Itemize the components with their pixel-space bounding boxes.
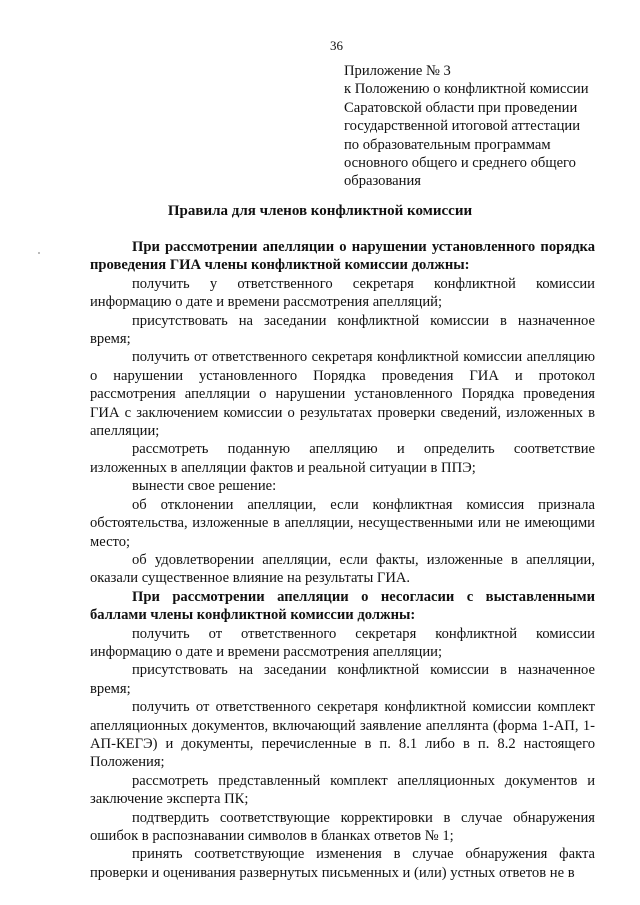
appendix-line: образования [344, 173, 421, 190]
appendix-line: Саратовской области при проведении [344, 99, 578, 116]
scan-speck [38, 252, 40, 254]
paragraph: вынести свое решение: [132, 478, 277, 495]
paragraph: получить от ответственного секретаря конфликтной комиссии информацию о дате и времени рассмотрения апелляции; [90, 625, 595, 660]
paragraph: рассмотреть поданную апелляцию и определить соответствие изложенных в апелляции фактов и реальной ситуации в ППЭ; [90, 441, 595, 476]
paragraph: присутствовать на заседании конфликтной комиссии в назначенное время; [90, 662, 595, 697]
section-heading: При рассмотрении апелляции о несогласии с выставленными баллами члены конфликтной комиссии должны: [90, 588, 595, 624]
document-title: Правила для членов конфликтной комиссии [167, 203, 473, 219]
appendix-line: по образовательным программам [344, 136, 551, 153]
paragraph: принять соответствующие изменения в случае обнаружения факта проверки и оценивания развернутых письменных и (или) устных ответов не в [90, 846, 595, 881]
page-number: 36 [330, 38, 343, 53]
paragraph: рассмотреть представленный комплект апелляционных документов и заключение эксперта ПК; [90, 772, 595, 808]
paragraph: получить от ответственного секретаря конфликтной комиссии апелляцию о нарушении установленного Порядка проведения ГИА и протокол рассмотрения апелляции о нарушении установленного Порядка проведения ГИА с заключением комиссии о результатах проверки сведений, изложенных в апелляции; [90, 349, 595, 440]
paragraph: об удовлетворении апелляции, если факты, изложенные в апелляции, оказали существенное влияние на результаты ГИА. [90, 551, 595, 587]
appendix-line: Приложение № 3 [344, 63, 451, 79]
document-body [90, 238, 595, 882]
paragraph: подтвердить соответствующие корректировки в случае обнаружения ошибок в распознавании символов в бланках ответов № 1; [90, 809, 595, 844]
paragraph: присутствовать на заседании конфликтной комиссии в назначенное время; [90, 312, 595, 348]
appendix-line: государственной итоговой аттестации [344, 118, 581, 135]
paragraph: получить от ответственного секретаря конфликтной комиссии комплект апелляционных документов, включающий заявление апеллянта (форма 1-АП, 1-АП-КЕГЭ) и документы, перечисленные в п. 8.1 либо в п. 8.2 настоящего Положения; [90, 699, 595, 771]
appendix-line: основного общего и среднего общего [344, 155, 576, 172]
appendix-line: к Положению о конфликтной комиссии [344, 81, 589, 98]
paragraph: получить у ответственного секретаря конфликтной комиссии информацию о дате и времени рассмотрения апелляций; [90, 275, 595, 311]
section-heading: При рассмотрении апелляции о нарушении установленного порядка проведения ГИА члены конфликтной комиссии должны: [90, 239, 595, 274]
paragraph: об отклонении апелляции, если конфликтная комиссия признала обстоятельства, изложенные в апелляции, несущественными или не имеющими место; [90, 496, 595, 550]
appendix-header [344, 62, 614, 191]
